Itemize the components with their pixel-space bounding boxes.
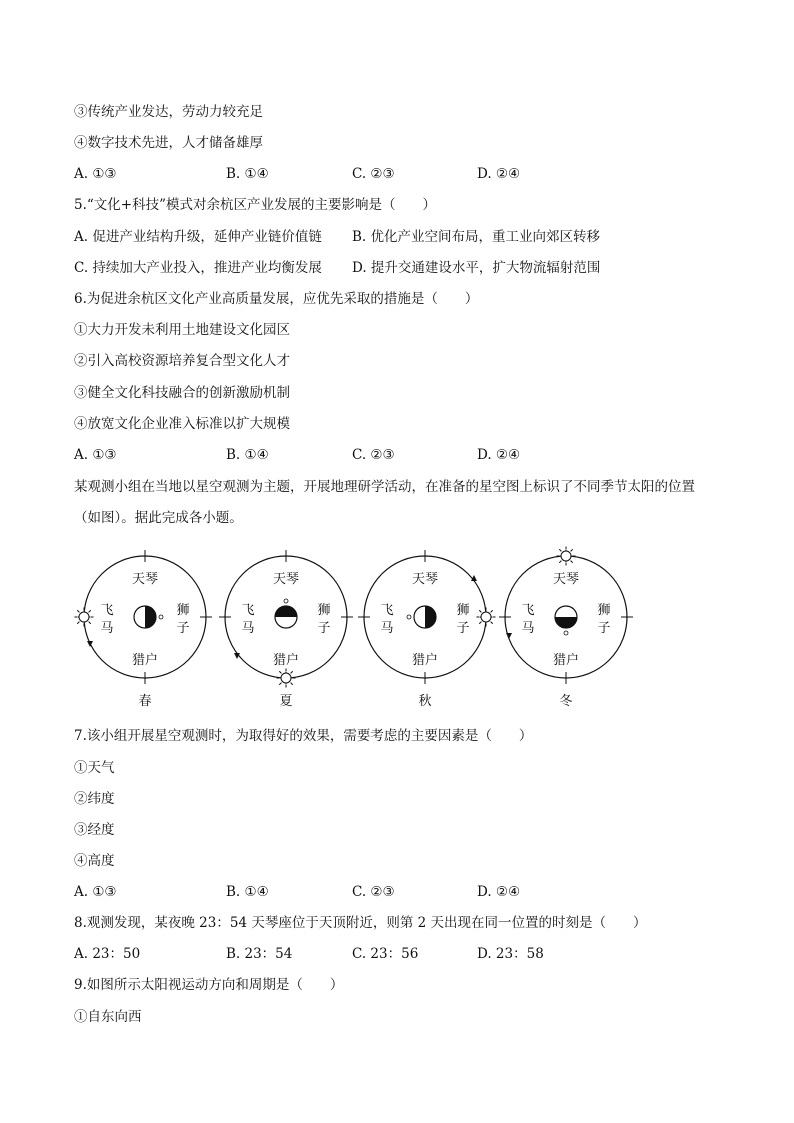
observer-marker (564, 631, 568, 635)
option-b[interactable]: B. ①④ (226, 884, 269, 900)
question-5-stem: 5.“文化+科技”模式对余杭区产业发展的主要影响是（ ） (74, 197, 436, 213)
constellation-label-left: 飞 (380, 603, 394, 618)
option-d[interactable]: D. 提升交通建设水平，扩大物流辐射范围 (352, 260, 601, 276)
constellation-label-top: 天琴 (552, 572, 580, 587)
option-c[interactable]: C. 持续加大产业投入，推进产业均衡发展 (74, 260, 322, 276)
sun-icon (477, 608, 496, 627)
constellation-label-left: 马 (241, 621, 255, 636)
constellation-label-right: 子 (176, 621, 190, 636)
shaded-half (145, 606, 156, 628)
observer-marker (407, 615, 411, 619)
statement-2: ②引入高校资源培养复合型文化人才 (74, 353, 290, 369)
constellation-label-right: 子 (456, 621, 470, 636)
question-9-stem: 9.如图所示太阳视运动方向和周期是（ ） (74, 977, 344, 993)
star-map-diagram (60, 540, 700, 715)
constellation-label-bottom: 猎户 (131, 653, 159, 668)
constellation-label-top: 天琴 (272, 572, 300, 587)
constellation-label-right: 狮 (597, 603, 611, 618)
statement-3: ③经度 (74, 822, 115, 838)
statement-4: ④高度 (74, 853, 115, 869)
panel-caption: 秋 (418, 694, 432, 709)
option-d[interactable]: D. ②④ (477, 447, 521, 463)
question-7-stem: 7.该小组开展星空观测时，为取得好的效果，需要考虑的主要因素是（ ） (74, 728, 533, 744)
star-map-panel (358, 550, 496, 709)
constellation-label-top: 天琴 (411, 572, 439, 587)
sun-icon (277, 669, 296, 688)
passage-line-1: 某观测小组在当地以星空观测为主题，开展地理研学活动，在准备的星空图上标识了不同季节太阳的位置 (74, 479, 695, 495)
statement-1: ①大力开发未利用土地建设文化园区 (74, 322, 290, 338)
constellation-label-bottom: 猎户 (272, 653, 300, 668)
panel-caption: 春 (138, 694, 152, 709)
option-b[interactable]: B. 23：54 (226, 946, 293, 962)
option-a[interactable]: A. ①③ (74, 884, 117, 900)
shaded-half (425, 606, 436, 628)
constellation-label-right: 子 (317, 621, 331, 636)
option-a[interactable]: A. ①③ (74, 447, 117, 463)
direction-arrow (87, 641, 93, 647)
question-8-stem: 8.观测发现，某夜晚 23：54 天琴座位于天顶附近，则第 2 天出现在同一位置的时刻是（ ） (74, 915, 647, 931)
constellation-label-right: 子 (597, 621, 611, 636)
constellation-label-left: 飞 (100, 603, 114, 618)
star-map-panel (499, 547, 633, 710)
observer-marker (284, 599, 288, 603)
statement-4: ④放宽文化企业准入标准以扩大规模 (74, 416, 290, 432)
option-d[interactable]: D. ②④ (477, 166, 521, 182)
constellation-label-left: 马 (380, 621, 394, 636)
shaded-half (555, 617, 577, 628)
panel-caption: 冬 (559, 694, 573, 709)
constellation-label-left: 飞 (521, 603, 535, 618)
direction-arrow (506, 633, 512, 639)
constellation-label-right: 狮 (456, 603, 470, 618)
option-b[interactable]: B. ①④ (226, 447, 269, 463)
statement-3: ③传统产业发达，劳动力较充足 (74, 104, 263, 120)
statement-1: ①天气 (74, 760, 115, 776)
option-c[interactable]: C. ②③ (352, 166, 395, 182)
statement-4: ④数字技术先进，人才储备雄厚 (74, 135, 263, 151)
sun-icon (75, 608, 94, 627)
sun-icon (557, 547, 576, 566)
passage-line-2: （如图）。据此完成各小题。 (74, 510, 243, 526)
option-a[interactable]: A. ①③ (74, 166, 117, 182)
option-d[interactable]: D. ②④ (477, 884, 521, 900)
statement-1: ①自东向西 (74, 1009, 142, 1025)
constellation-label-right: 狮 (176, 603, 190, 618)
constellation-label-left: 马 (100, 621, 114, 636)
shaded-half (275, 606, 297, 617)
constellation-label-bottom: 猎户 (552, 653, 580, 668)
observer-marker (159, 615, 163, 619)
option-b[interactable]: B. 优化产业空间布局，重工业向郊区转移 (352, 229, 601, 245)
option-c[interactable]: C. ②③ (352, 447, 395, 463)
statement-2: ②纬度 (74, 791, 115, 807)
option-d[interactable]: D. 23：58 (477, 946, 544, 962)
option-b[interactable]: B. ①④ (226, 166, 269, 182)
constellation-label-bottom: 猎户 (411, 653, 439, 668)
panel-caption: 夏 (279, 694, 293, 709)
option-c[interactable]: C. 23：56 (352, 946, 419, 962)
question-6-stem: 6.为促进余杭区文化产业高质量发展，应优先采取的措施是（ ） (74, 291, 479, 307)
star-map-panel (75, 550, 213, 709)
constellation-label-left: 飞 (241, 603, 255, 618)
star-map-panel (219, 550, 353, 709)
option-a[interactable]: A. 23：50 (74, 946, 141, 962)
option-c[interactable]: C. ②③ (352, 884, 395, 900)
option-a[interactable]: A. 促进产业结构升级，延伸产业链价值链 (74, 229, 322, 245)
constellation-label-top: 天琴 (131, 572, 159, 587)
constellation-label-right: 狮 (317, 603, 331, 618)
constellation-label-left: 马 (521, 621, 535, 636)
statement-3: ③健全文化科技融合的创新激励机制 (74, 385, 290, 401)
